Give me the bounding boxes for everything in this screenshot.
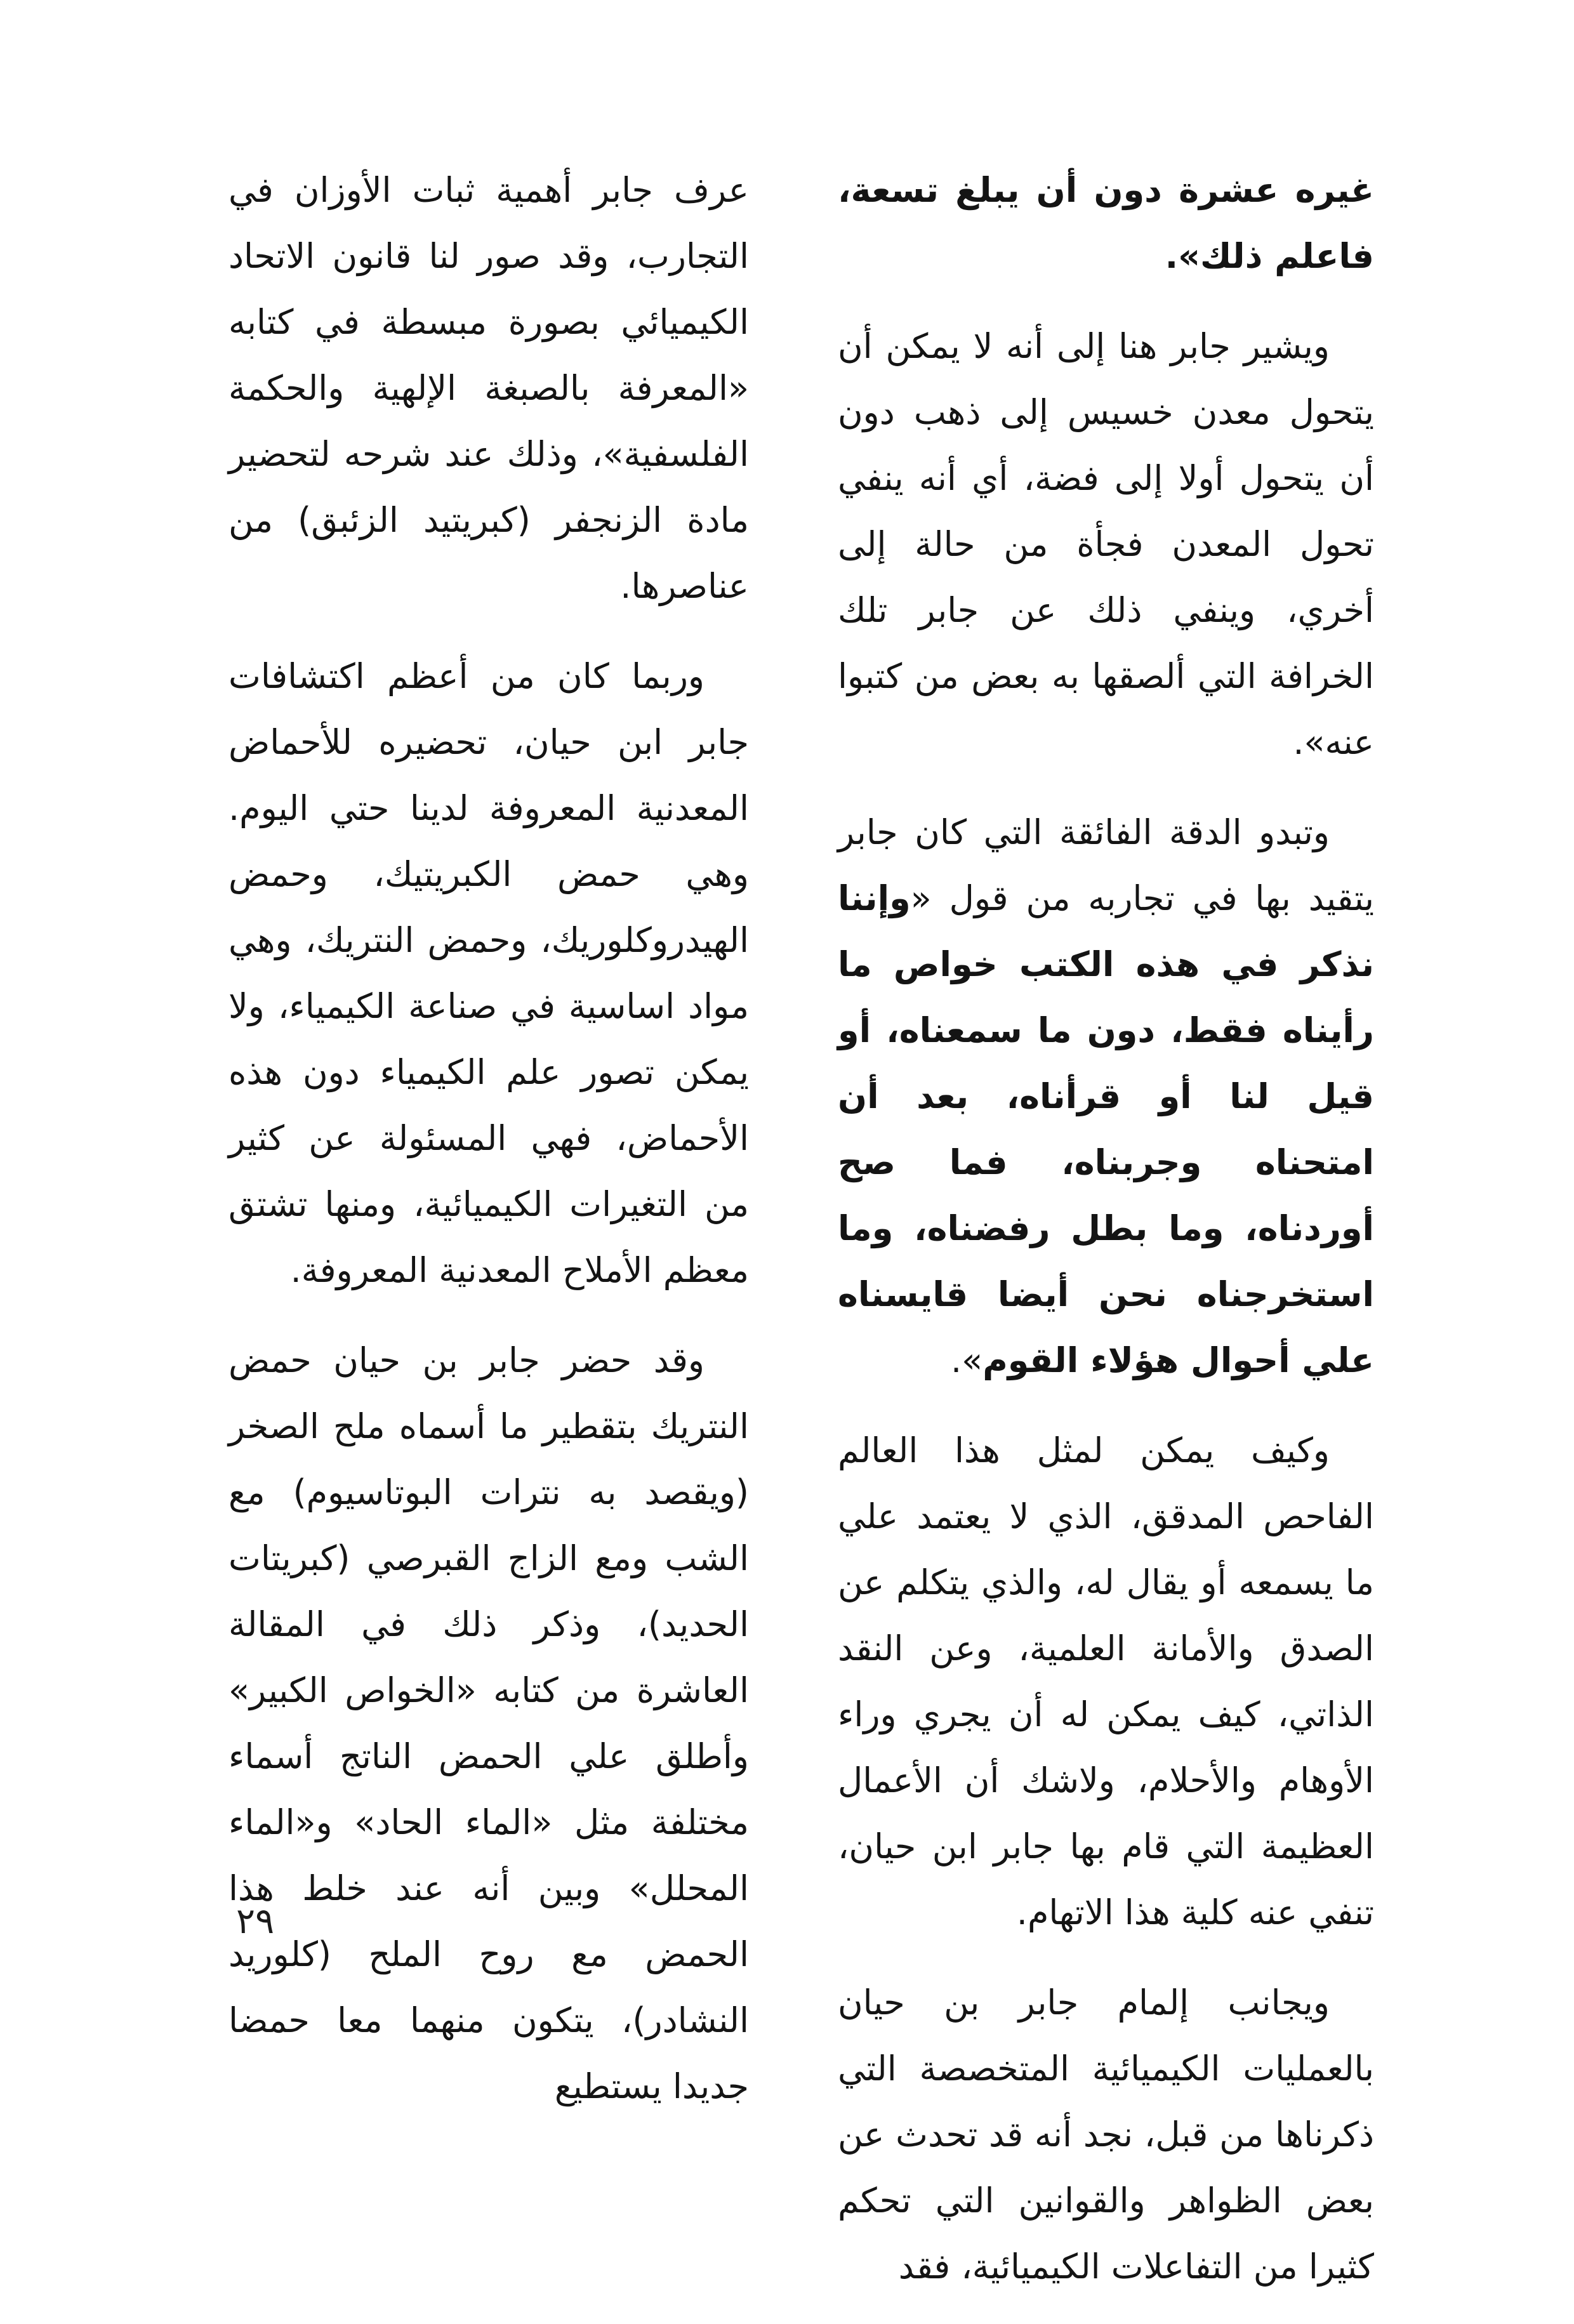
paragraph-weights: عرف جابر أهمية ثبات الأوزان في التجارب، وقد صور لنا قانون الاتحاد الكيميائي بصورة مبسطة في كتابه «المعرفة بالصبغة الإلهية والحكمة الفلسفية»، وذلك عند شرحه لتحضير مادة الزنجفر (كبريتيد الزئبق) من عناصرها. — [228, 170, 749, 606]
paragraph-quote-end: غيره عشرة دون أن يبلغ تسعة، فاعلم ذلك». — [838, 170, 1374, 276]
precision-quote: وإننا نذكر في هذه الكتب خواص ما رأيناه فقط، دون ما سمعناه، أو قيل لنا أو قرأناه، بعد أن امتحناه وجربناه، فما صح أوردناه، وما بطل رفضناه، وما استخرجناه نحن أيضا قايسناه علي أحوال هؤلاء القوم — [838, 878, 1374, 1380]
paragraph-jabir-silver: ويشير جابر هنا إلى أنه لا يمكن أن يتحول معدن خسيس إلى ذهب دون أن يتحول أولا إلى فضة، أي أنه ينفي تحول المعدن فجأة من حالة إلى أخري، وينفي ذلك عن جابر تلك الخرافة التي ألصقها به بعض من كتبوا عنه». — [838, 326, 1374, 762]
page-number: ٢٩ — [236, 1901, 275, 1942]
precision-quote-close: ». — [950, 1340, 983, 1380]
right-text-column — [838, 157, 1374, 2324]
paragraph-precision — [838, 800, 1374, 1394]
left-text-column — [228, 157, 749, 2144]
paragraph-phenomena: ويجانب إلمام جابر بن حيان بالعمليات الكيميائية المتخصصة التي ذكرناها من قبل، نجد أنه قد تحدث عن بعض الظواهر والقوانين التي تحكم كثيرا من التفاعلات الكيميائية، فقد — [838, 1983, 1374, 2287]
precision-intro: وتبدو الدقة الفائقة التي كان جابر يتقيد بها في تجاربه من قول « — [838, 812, 1374, 918]
paragraph-nitric-acid: وقد حضر جابر بن حيان حمض النتريك بتقطير ما أسماه ملح الصخر (ويقصد به نترات البوتاسيوم) مع الشب ومع الزاج القبرصي (كبريتات الحديد)، وذكر ذلك في المقالة العاشرة من كتابه «الخواص الكبير» وأطلق علي الحمض الناتج أسماء مختلفة مثل «الماء الحاد» و«الماء المحلل» وبين أنه عند خلط هذا الحمض مع روح الملح (كلوريد النشادر)، يتكون منهما معا حمضا جديدا يستطيع — [228, 1340, 749, 2106]
paragraph-acids: وربما كان من أعظم اكتشافات جابر ابن حيان، تحضيره للأحماض المعدنية المعروفة لدينا حتي اليوم. وهي حمض الكبريتيك، وحمض الهيدروكلوريك، وحمض النتريك، وهي مواد اساسية في صناعة الكيمياء، ولا يمكن تصور علم الكيمياء دون هذه الأحماض، فهي المسئولة عن كثير من التغيرات الكيميائية، ومنها تشتق معظم الأملاح المعدنية المعروفة. — [228, 656, 749, 1290]
paragraph-scientist: وكيف يمكن لمثل هذا العالم الفاحص المدقق، الذي لا يعتمد علي ما يسمعه أو يقال له، والذي يتكلم عن الصدق والأمانة العلمية، وعن النقد الذاتي، كيف يمكن له أن يجري وراء الأوهام والأحلام، ولاشك أن الأعمال العظيمة التي قام بها جابر ابن حيان، تنفي عنه كلية هذا الاتهام. — [838, 1430, 1374, 1932]
